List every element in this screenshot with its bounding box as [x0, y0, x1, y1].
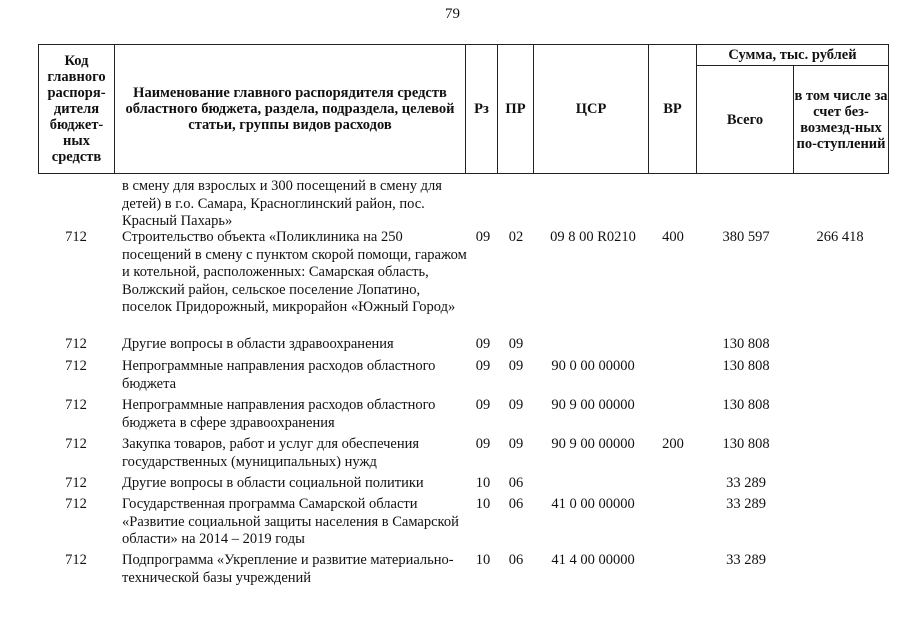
cell-total: 33 289	[726, 496, 766, 512]
cell-total: 130 808	[722, 436, 770, 452]
header-code: Код главного распоря-дителя бюджет-ных средств	[38, 44, 115, 174]
cell-pr: 02	[508, 229, 524, 245]
cell-rz: 10	[475, 496, 491, 512]
header-total: Всего	[696, 65, 794, 174]
cell-name: Закупка товаров, работ и услуг для обеспечения государственных (муниципальных) нужд	[122, 436, 420, 470]
cell-total: 130 808	[722, 358, 770, 374]
cell-code: 712	[65, 229, 87, 245]
header-vr: ВР	[648, 44, 697, 174]
cell-name: Непрограммные направления расходов областного бюджета	[122, 358, 436, 392]
cell-rz: 10	[475, 552, 491, 568]
cell-name: в смену для взрослых и 300 посещений в смену для детей) в г.о. Самара, Красноглинский район, пос. Красный Пахарь»	[122, 178, 442, 229]
table-header	[0, 44, 905, 174]
cell-code: 712	[65, 496, 87, 512]
cell-csr: 90 0 00 00000	[551, 358, 635, 374]
cell-total: 130 808	[722, 336, 770, 352]
cell-total: 130 808	[722, 397, 770, 413]
page-number: 79	[445, 6, 460, 22]
cell-code: 712	[65, 358, 87, 374]
cell-name: Подпрограмма «Укрепление и развитие материально-технической базы учреждений	[122, 552, 454, 586]
header-rz: Рз	[465, 44, 498, 174]
header-sum: Сумма, тыс. рублей	[696, 44, 889, 66]
cell-code: 712	[65, 336, 87, 352]
cell-rz: 09	[475, 336, 491, 352]
cell-total: 380 597	[722, 229, 770, 245]
header-csr: ЦСР	[533, 44, 649, 174]
cell-csr: 41 4 00 00000	[551, 552, 635, 568]
cell-incl: 266 418	[816, 229, 864, 245]
cell-code: 712	[65, 552, 87, 568]
cell-name: Государственная программа Самарской области «Развитие социальной защиты населения в Самарской области» на 2014 – 2019 годы	[122, 496, 459, 547]
cell-rz: 09	[475, 436, 491, 452]
cell-pr: 09	[508, 397, 524, 413]
cell-name: Другие вопросы в области социальной политики	[122, 475, 424, 491]
cell-rz: 09	[475, 229, 491, 245]
cell-rz: 10	[475, 475, 491, 491]
cell-csr: 90 9 00 00000	[551, 397, 635, 413]
cell-code: 712	[65, 475, 87, 491]
cell-rz: 09	[475, 358, 491, 374]
cell-name: Непрограммные направления расходов областного бюджета в сфере здравоохранения	[122, 397, 436, 431]
cell-vr: 400	[662, 229, 684, 245]
header-incl: в том числе за счет без-возмезд-ных по-ступлений	[793, 65, 889, 174]
header-pr: ПР	[497, 44, 534, 174]
cell-name: Другие вопросы в области здравоохранения	[122, 336, 394, 352]
cell-pr: 09	[508, 436, 524, 452]
cell-code: 712	[65, 436, 87, 452]
cell-pr: 06	[508, 475, 524, 491]
cell-pr: 09	[508, 358, 524, 374]
cell-pr: 06	[508, 496, 524, 512]
cell-csr: 09 8 00 R0210	[550, 229, 636, 245]
cell-total: 33 289	[726, 552, 766, 568]
cell-csr: 90 9 00 00000	[551, 436, 635, 452]
cell-vr: 200	[662, 436, 684, 452]
cell-code: 712	[65, 397, 87, 413]
cell-csr: 41 0 00 00000	[551, 496, 635, 512]
cell-pr: 09	[508, 336, 524, 352]
cell-rz: 09	[475, 397, 491, 413]
cell-total: 33 289	[726, 475, 766, 491]
cell-name: Строительство объекта «Поликлиника на 250 посещений в смену с пунктом скорой помощи, гаражом и котельной, расположенных: Самарская область, Волжский район, сельское поселение Лопатино, поселок Придорожный, микрорайон «Южный Город»	[122, 229, 467, 315]
cell-pr: 06	[508, 552, 524, 568]
header-name: Наименование главного распорядителя средств областного бюджета, раздела, подраздела, целевой статьи, группы видов расходов	[114, 44, 466, 174]
